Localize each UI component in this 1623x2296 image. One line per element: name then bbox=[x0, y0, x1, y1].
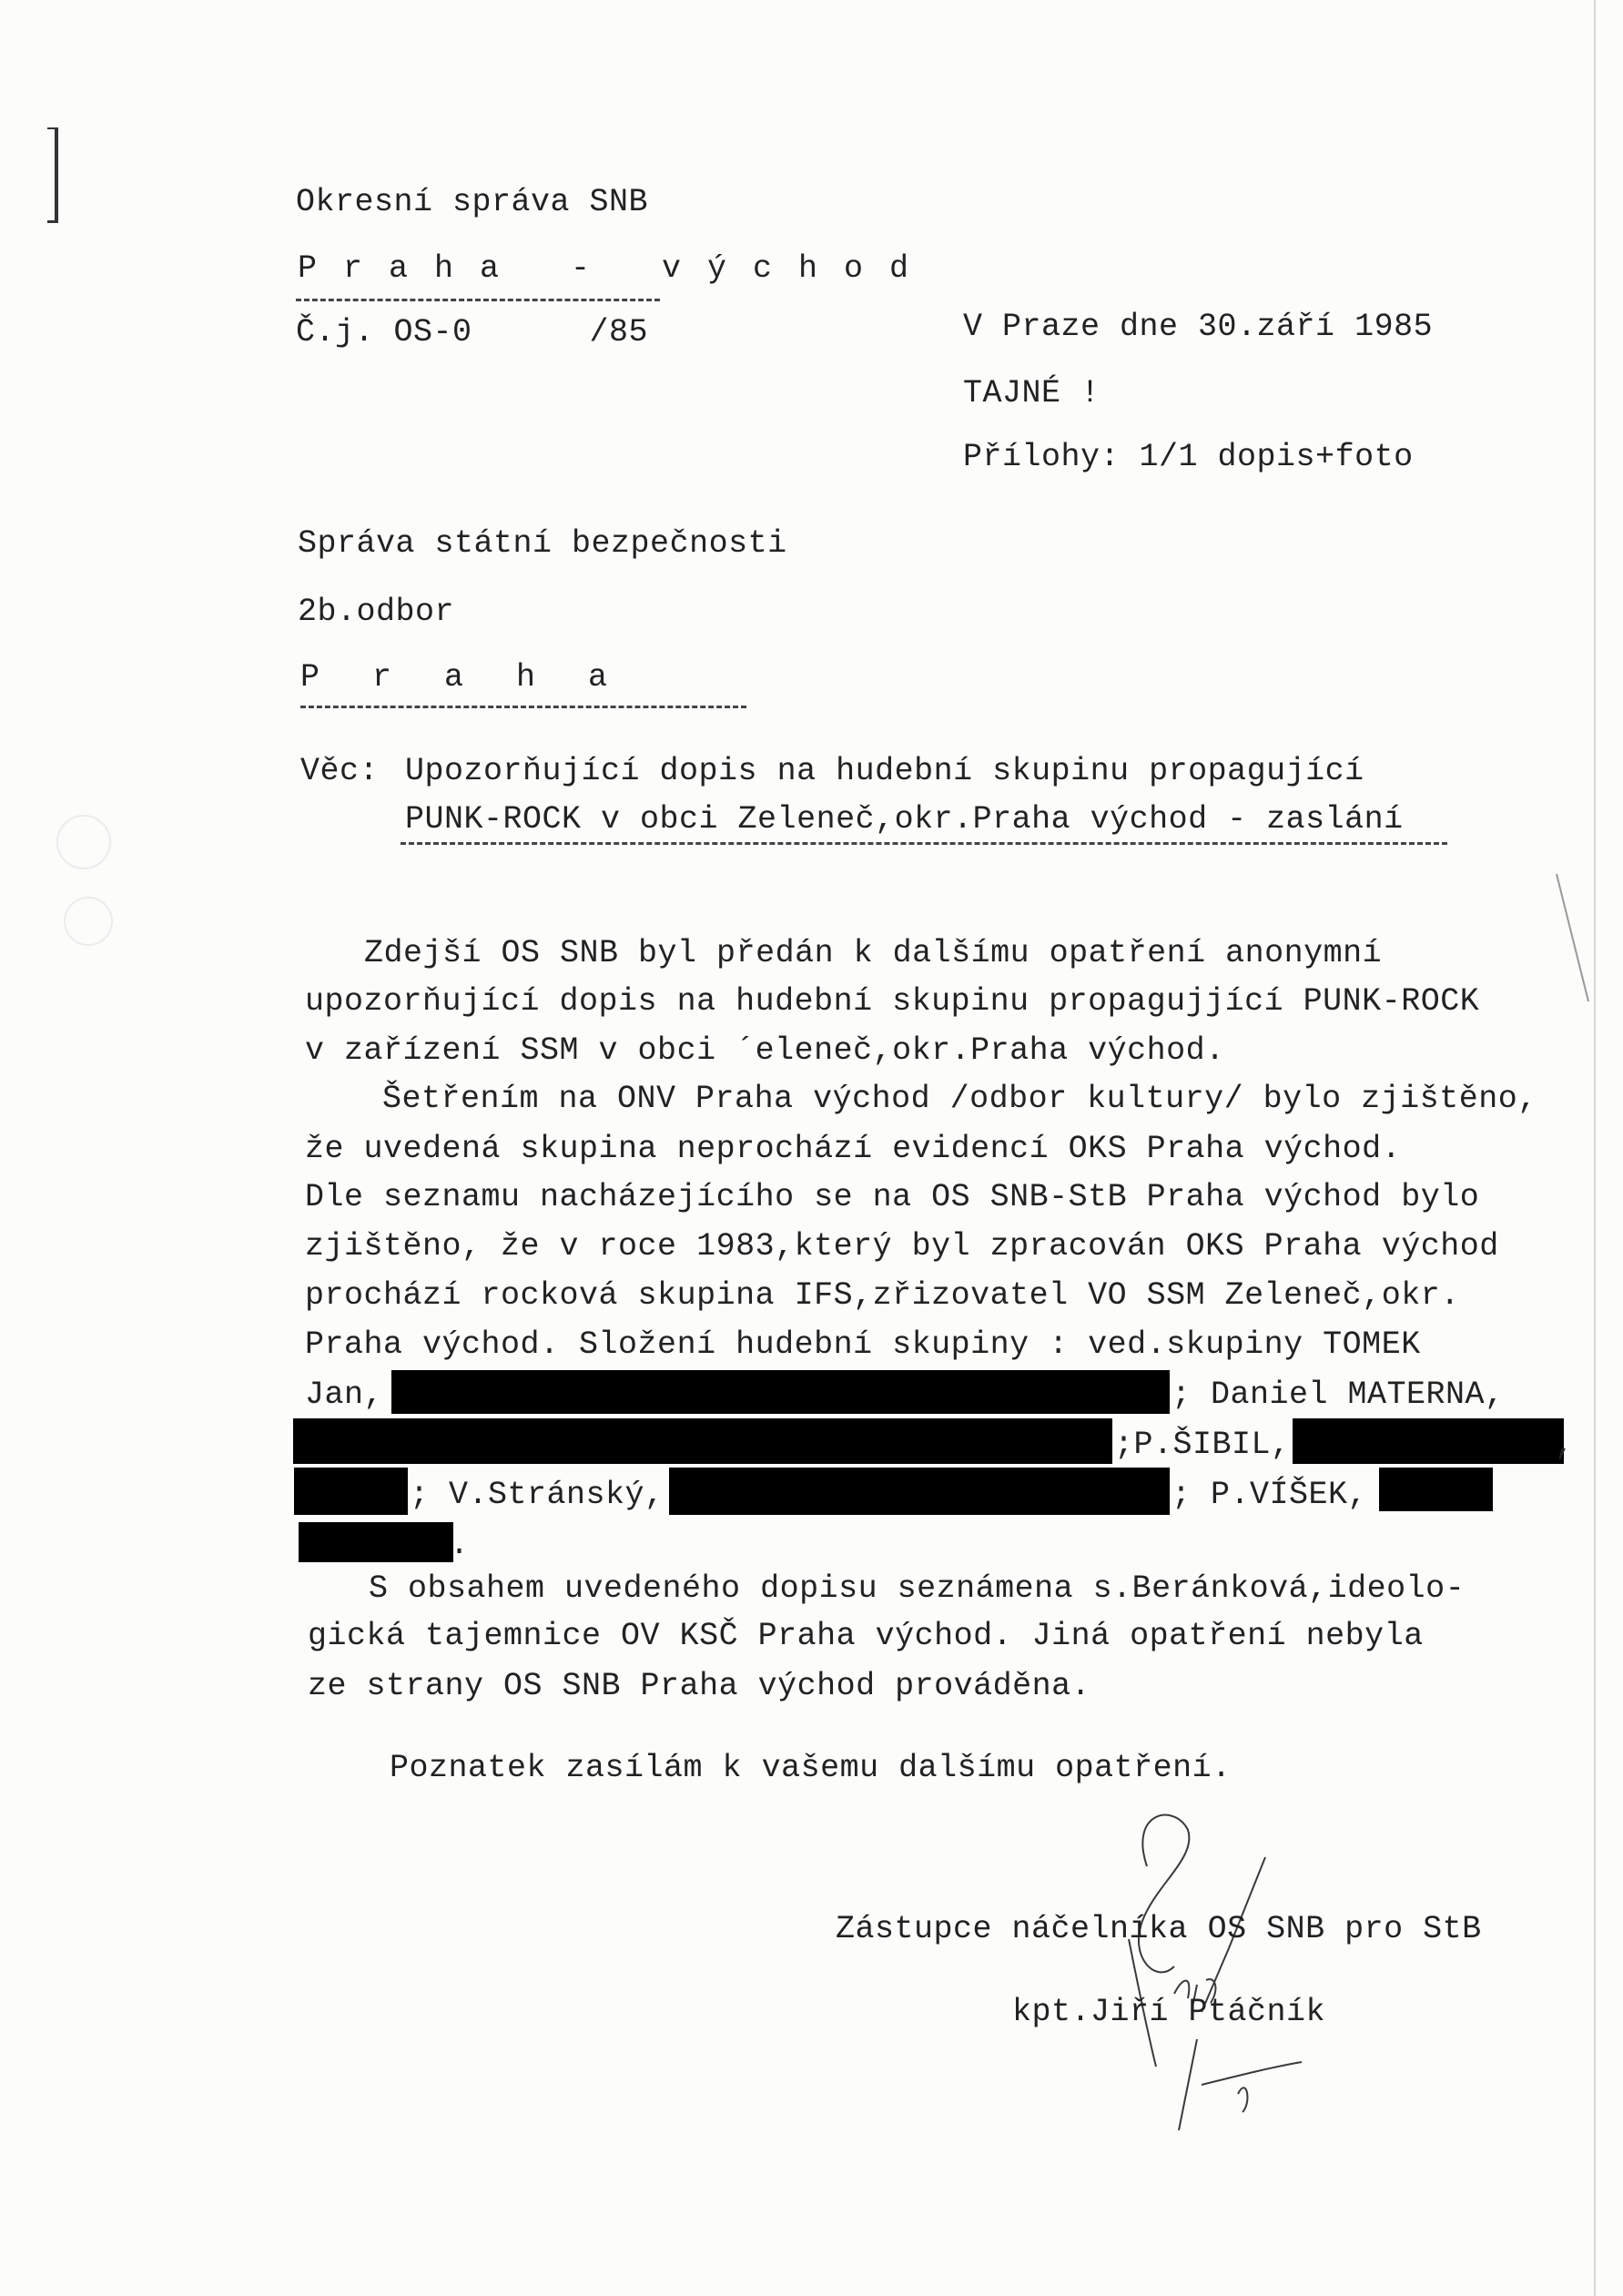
handwritten-signature bbox=[1092, 1803, 1393, 2149]
body-line: v zařízení SSM v obci ´eleneč,okr.Praha východ. bbox=[305, 1032, 1225, 1069]
attachments: Přílohy: 1/1 dopis+foto bbox=[963, 439, 1414, 475]
body-line: S obsahem uvedeného dopisu seznámena s.Beránková,ideolo- bbox=[369, 1570, 1466, 1607]
classification-stamp: TAJNÉ ! bbox=[963, 375, 1101, 411]
addressee-line2: 2b.odbor bbox=[298, 594, 455, 630]
member-stransky: ; V.Stránský, bbox=[410, 1477, 664, 1513]
member-visek: ; P.VÍŠEK, bbox=[1172, 1477, 1368, 1513]
redaction-bar bbox=[294, 1468, 408, 1515]
body-line: Šetřením na ONV Praha východ /odbor kultury/ bylo zjištěno, bbox=[382, 1081, 1537, 1117]
redaction-bar bbox=[391, 1370, 1170, 1414]
body-line: zjištěno, že v roce 1983,který byl zpracován OKS Praha východ bbox=[305, 1228, 1499, 1265]
signature-name: kpt.Jiří Ptáčník bbox=[1012, 1994, 1326, 2030]
scan-smudge bbox=[56, 815, 111, 869]
subject-label: Věc: bbox=[300, 753, 380, 789]
subject-underline bbox=[401, 842, 1447, 845]
reference-number: Č.j. OS-0 /85 bbox=[296, 314, 649, 350]
member-materna: ; Daniel MATERNA, bbox=[1172, 1377, 1505, 1413]
closing-line: Poznatek zasílám k vašemu dalšímu opatření. bbox=[390, 1750, 1232, 1786]
redaction-bar bbox=[299, 1522, 453, 1562]
location-underline bbox=[296, 299, 660, 301]
member-separator: , bbox=[1555, 1427, 1575, 1463]
body-line: ze strany OS SNB Praha východ prováděna. bbox=[308, 1668, 1091, 1704]
body-line: upozorňující dopis na hudební skupinu propagujjící PUNK-ROCK bbox=[305, 983, 1480, 1020]
addressee-line1: Správa státní bezpečnosti bbox=[298, 525, 787, 562]
city-underline bbox=[300, 706, 746, 708]
body-line: prochází rocková skupina IFS,zřizovatel VO SSM Zeleneč,okr. bbox=[305, 1277, 1460, 1314]
office-location: Praha - východ bbox=[298, 250, 936, 287]
scan-smudge bbox=[64, 897, 113, 946]
page-edge bbox=[1594, 0, 1596, 2296]
office-name: Okresní správa SNB bbox=[296, 184, 649, 220]
body-line: gická tajemnice OV KSČ Praha východ. Jiná opatření nebyla bbox=[308, 1618, 1424, 1654]
scan-scratch bbox=[1547, 865, 1602, 1011]
member-end: . bbox=[450, 1527, 470, 1563]
redaction-bar bbox=[1293, 1418, 1564, 1464]
member-jan: Jan, bbox=[305, 1377, 384, 1413]
subject-line2: PUNK-ROCK v obci Zeleneč,okr.Praha východ - zaslání bbox=[405, 801, 1404, 838]
body-line: Dle seznamu nacházejícího se na OS SNB-StB Praha východ bylo bbox=[305, 1179, 1480, 1215]
body-line: Praha východ. Složení hudební skupiny : ved.skupiny TOMEK bbox=[305, 1326, 1421, 1363]
margin-bracket-mark bbox=[47, 127, 58, 223]
body-line: že uvedená skupina neprochází evidencí OKS Praha východ. bbox=[305, 1131, 1402, 1167]
redaction-bar bbox=[1379, 1468, 1493, 1511]
redaction-bar bbox=[669, 1468, 1170, 1515]
body-line: Zdejší OS SNB byl předán k dalšímu opatření anonymní bbox=[364, 935, 1383, 971]
addressee-city: Praha bbox=[300, 659, 661, 696]
member-sibil: ;P.ŠIBIL, bbox=[1114, 1427, 1291, 1463]
subject-line1: Upozorňující dopis na hudební skupinu propagující bbox=[405, 753, 1364, 789]
signature-title: Zástupce náčelníka OS SNB pro StB bbox=[836, 1911, 1482, 1947]
place-date: V Praze dne 30.září 1985 bbox=[963, 309, 1434, 345]
redaction-bar bbox=[293, 1418, 1112, 1464]
